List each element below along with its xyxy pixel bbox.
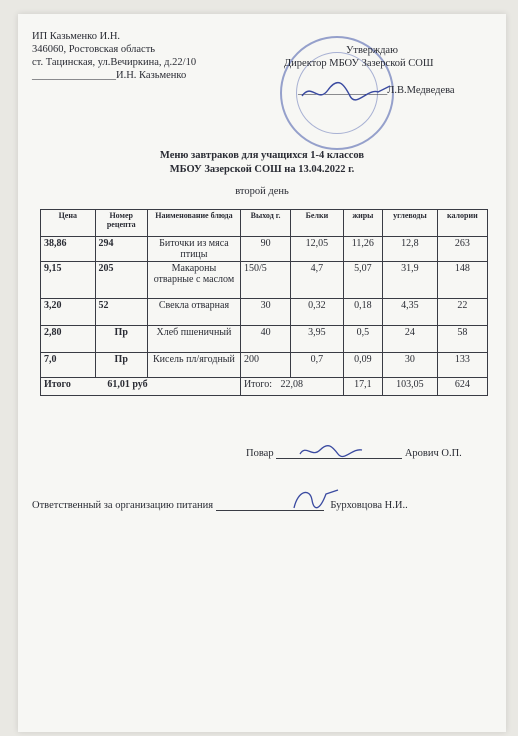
cell-kcal: 133: [437, 353, 487, 378]
approve-line: Утверждаю: [346, 45, 398, 56]
total-fats: 17,1: [343, 378, 383, 396]
table-header-row: [41, 210, 488, 237]
column-header: Цена: [41, 210, 96, 237]
cell-fats: 5,07: [343, 262, 383, 299]
total-proteins: 22,08: [280, 379, 304, 390]
cell-fats: 11,26: [343, 237, 383, 262]
total-kcal: 624: [437, 378, 487, 396]
cell-fats: 0,5: [343, 326, 383, 353]
cell-proteins: 0,32: [291, 299, 343, 326]
cook-label: Повар: [246, 448, 274, 459]
cook-name: Арович О.П.: [404, 448, 462, 459]
cell-carbs: 12,8: [383, 237, 438, 262]
table-row: [41, 299, 488, 326]
document-page: [18, 14, 506, 732]
cell-kcal: 22: [437, 299, 487, 326]
cell-name: Биточки из мяса птицы: [147, 237, 240, 262]
cell-name: Макароны отварные с маслом: [147, 262, 240, 299]
page-subtitle: МБОУ Зазерской СОШ на 13.04.2022 г.: [169, 164, 355, 175]
table-row: [41, 237, 488, 262]
cell-proteins: 3,95: [291, 326, 343, 353]
cell-price: 7,0: [41, 353, 96, 378]
approve-line: _________________Л.В.Медведева: [298, 85, 455, 96]
sender-line: ИП Казьменко И.Н.: [32, 31, 121, 42]
cell-price: 2,80: [41, 326, 96, 353]
menu-table: [40, 209, 488, 396]
cell-recipe: 205: [95, 262, 147, 299]
cell-carbs: 31,9: [383, 262, 438, 299]
day-label: второй день: [235, 186, 289, 197]
cell-yield: 30: [240, 299, 290, 326]
responsible-signature-icon: [286, 484, 346, 514]
cell-price: 9,15: [41, 262, 96, 299]
cell-kcal: 58: [437, 326, 487, 353]
cell-carbs: 4,35: [383, 299, 438, 326]
table-row: [41, 353, 488, 378]
cell-proteins: 12,05: [291, 237, 343, 262]
total-cell: [41, 378, 241, 396]
cell-carbs: 24: [383, 326, 438, 353]
column-header: жиры: [343, 210, 383, 237]
cell-yield: 150/5: [240, 262, 290, 299]
cell-recipe: Пр: [95, 353, 147, 378]
column-header: углеводы: [383, 210, 438, 237]
cell-kcal: 263: [437, 237, 487, 262]
cell-name: Свекла отварная: [147, 299, 240, 326]
director-signature-icon: [298, 78, 398, 108]
cell-recipe: 52: [95, 299, 147, 326]
cell-proteins: 4,7: [291, 262, 343, 299]
responsible-label: Ответственный за организацию питания: [32, 500, 214, 511]
total-carbs: 103,05: [383, 378, 438, 396]
sender-block: [32, 30, 196, 82]
total-label: Итого: [44, 379, 71, 390]
column-header: Номер рецепта: [95, 210, 147, 237]
total-sum: 61,01 руб: [107, 379, 148, 390]
cell-recipe: Пр: [95, 326, 147, 353]
cell-recipe: 294: [95, 237, 147, 262]
cell-price: 38,86: [41, 237, 96, 262]
page-title: Меню завтраков для учащихся 1-4 классов: [159, 150, 365, 161]
sender-line: ________________И.Н. Казьменко: [32, 70, 187, 81]
table-row: [41, 262, 488, 299]
cell-yield: 40: [240, 326, 290, 353]
responsible-name: Бурховцова Н.И..: [330, 500, 408, 511]
cell-fats: 0,09: [343, 353, 383, 378]
responsible-signature-line: [32, 500, 408, 511]
cell-name: Кисель пл/ягодный: [147, 353, 240, 378]
approve-line: Директор МБОУ Зазерской СОШ: [284, 58, 434, 69]
column-header: Белки: [291, 210, 343, 237]
column-header: Выход г.: [240, 210, 290, 237]
column-header: Наименование блюда: [147, 210, 240, 237]
cell-proteins: 0,7: [291, 353, 343, 378]
column-header: калории: [437, 210, 487, 237]
cook-signature-icon: [296, 440, 366, 462]
cell-carbs: 30: [383, 353, 438, 378]
cell-yield: 90: [240, 237, 290, 262]
cell-yield: 200: [240, 353, 290, 378]
cell-price: 3,20: [41, 299, 96, 326]
cell-name: Хлеб пшеничный: [147, 326, 240, 353]
total-label2: Итого:: [243, 379, 273, 390]
sender-line: ст. Тацинская, ул.Вечиркина, д.22/10: [32, 57, 197, 68]
sender-line: 346060, Ростовская область: [32, 44, 156, 55]
total-row: [41, 378, 488, 396]
cell-fats: 0,18: [343, 299, 383, 326]
table-row: [41, 326, 488, 353]
cell-kcal: 148: [437, 262, 487, 299]
total-proteins-cell: [240, 378, 343, 396]
